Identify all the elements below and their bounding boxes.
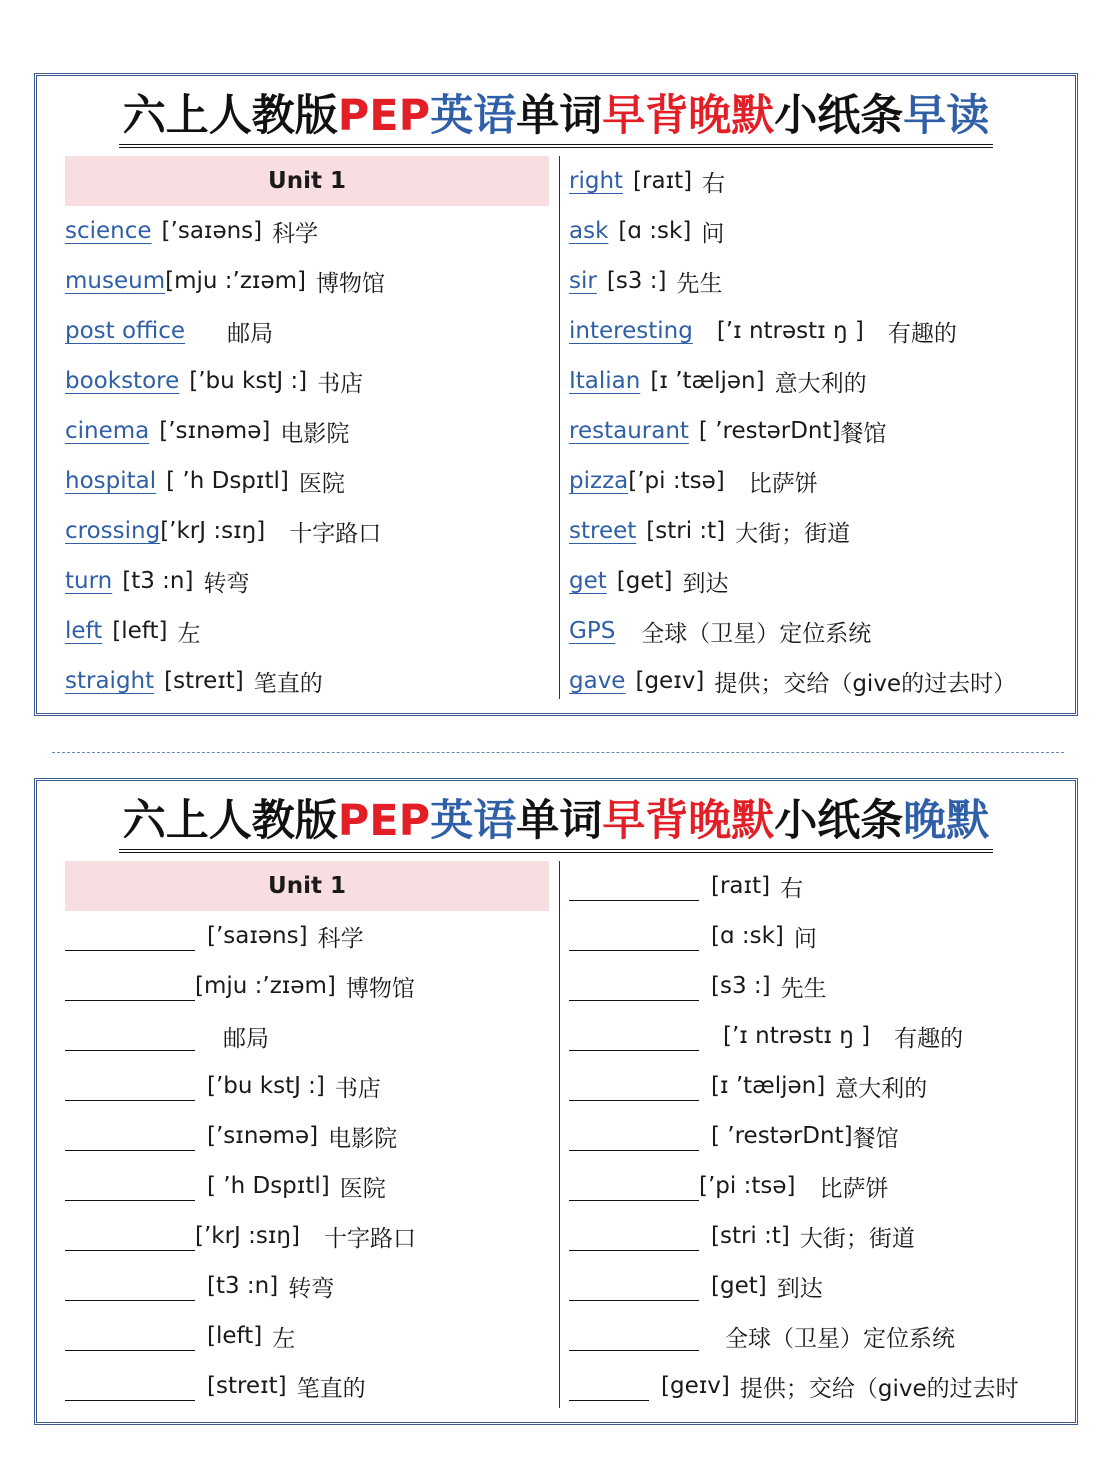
dictation-row bbox=[569, 1061, 1069, 1111]
vocab-row bbox=[65, 306, 549, 356]
answer-blank[interactable] bbox=[569, 1126, 699, 1151]
vocab-meaning: 转弯 bbox=[203, 570, 250, 597]
vocab-meaning: 十字路口 bbox=[323, 1225, 416, 1252]
vocab-word: get bbox=[569, 568, 607, 594]
vocab-phonetic: [ ’restərDnt] bbox=[698, 418, 841, 444]
vocab-row bbox=[65, 206, 549, 256]
vocab-phonetic: [left] bbox=[112, 618, 168, 644]
vocab-phonetic: [’pi :tsə] bbox=[699, 1173, 796, 1199]
vocab-word: right bbox=[569, 168, 624, 194]
vocab-phonetic: [mju :’zɪəm] bbox=[165, 268, 306, 294]
vocab-word: museum bbox=[65, 268, 166, 294]
vocab-row bbox=[65, 556, 549, 606]
vocab-phonetic: [s3 :] bbox=[711, 973, 771, 999]
vocab-phonetic: [ɪ ’tæljən] bbox=[650, 368, 765, 394]
vocab-row bbox=[65, 356, 549, 406]
vocab-phonetic: [streɪt] bbox=[207, 1373, 287, 1399]
dictation-row bbox=[569, 1111, 1069, 1161]
vocab-word: left bbox=[65, 618, 103, 644]
vocab-meaning: 提供；交给（give的过去时） bbox=[714, 670, 1017, 697]
vocab-word: ask bbox=[569, 218, 609, 244]
evening-title bbox=[37, 793, 1075, 853]
title-pep: PEP bbox=[337, 796, 431, 846]
vocab-word: interesting bbox=[569, 318, 693, 344]
vocab-word: GPS bbox=[569, 618, 616, 644]
vocab-meaning: 意大利的 bbox=[774, 370, 867, 397]
vocab-phonetic: [left] bbox=[207, 1323, 263, 1349]
dictation-row bbox=[569, 1011, 1069, 1061]
vocab-row bbox=[569, 506, 1069, 556]
vocab-phonetic: [s3 :] bbox=[606, 268, 667, 294]
vocab-phonetic: [get] bbox=[711, 1273, 767, 1299]
title-slip: 小纸条 bbox=[774, 796, 904, 846]
title-grade: 六上人教版 bbox=[122, 91, 338, 141]
vocab-meaning: 先生 bbox=[780, 975, 827, 1002]
vocab-word: Italian bbox=[569, 368, 641, 394]
vocab-phonetic: [ɑ :sk] bbox=[711, 923, 784, 949]
answer-blank[interactable] bbox=[65, 926, 195, 951]
title-morning-evening: 早背晚默 bbox=[602, 796, 775, 846]
vocab-meaning: 问 bbox=[793, 925, 817, 952]
morning-reading-card bbox=[34, 73, 1078, 716]
vocab-row bbox=[569, 406, 1069, 456]
vocab-meaning: 十字路口 bbox=[289, 520, 382, 547]
vocab-meaning: 右 bbox=[702, 170, 726, 197]
vocab-meaning: 有趣的 bbox=[894, 1025, 964, 1052]
unit-header: Unit 1 bbox=[65, 861, 549, 911]
vocab-phonetic: [’sɪnəmə] bbox=[207, 1123, 319, 1149]
answer-blank[interactable] bbox=[569, 1076, 699, 1101]
answer-blank[interactable] bbox=[65, 1326, 195, 1351]
dictation-row bbox=[569, 961, 1069, 1011]
vocab-word: turn bbox=[65, 568, 113, 594]
vocab-word: crossing bbox=[65, 518, 161, 544]
vocab-phonetic: [’krJ :sɪŋ] bbox=[195, 1223, 300, 1249]
vocab-meaning: 先生 bbox=[676, 270, 723, 297]
answer-blank[interactable] bbox=[65, 1276, 195, 1301]
vocab-phonetic: [’saɪəns] bbox=[207, 923, 308, 949]
vocab-phonetic: [stri :t] bbox=[711, 1223, 790, 1249]
vocab-meaning: 邮局 bbox=[227, 320, 274, 347]
answer-blank[interactable] bbox=[65, 1026, 195, 1051]
left-column bbox=[65, 156, 549, 706]
vocab-meaning: 书店 bbox=[334, 1075, 381, 1102]
vocab-phonetic: [t3 :n] bbox=[207, 1273, 279, 1299]
vocab-word: restaurant bbox=[569, 418, 689, 444]
vocab-word: cinema bbox=[65, 418, 150, 444]
vocab-meaning: 电影院 bbox=[328, 1125, 398, 1152]
vocab-meaning: 有趣的 bbox=[887, 320, 957, 347]
vocab-row bbox=[569, 256, 1069, 306]
answer-blank[interactable] bbox=[65, 1176, 195, 1201]
vocab-phonetic: [stri :t] bbox=[646, 518, 726, 544]
vocab-row bbox=[569, 356, 1069, 406]
vocab-phonetic: [ɪ ’tæljən] bbox=[711, 1073, 826, 1099]
dictation-row bbox=[65, 1311, 549, 1361]
vocab-meaning: 比萨饼 bbox=[819, 1175, 889, 1202]
vocab-word: hospital bbox=[65, 468, 157, 494]
dictation-row bbox=[569, 1311, 1069, 1361]
dictation-row bbox=[569, 911, 1069, 961]
title-grade: 六上人教版 bbox=[122, 796, 338, 846]
vocab-row bbox=[65, 256, 549, 306]
vocab-meaning: 到达 bbox=[776, 1275, 823, 1302]
vocab-phonetic: [geɪv] bbox=[661, 1373, 730, 1399]
answer-blank[interactable] bbox=[569, 1176, 699, 1201]
vocab-meaning: 左 bbox=[177, 620, 201, 647]
answer-blank[interactable] bbox=[569, 976, 699, 1001]
answer-blank[interactable] bbox=[65, 1076, 195, 1101]
unit-header: Unit 1 bbox=[65, 156, 549, 206]
dictation-row bbox=[65, 1061, 549, 1111]
vocab-meaning: 提供；交给（give的过去时 bbox=[739, 1375, 1019, 1402]
vocab-phonetic: [’bu kstJ :] bbox=[189, 368, 308, 394]
vocab-meaning: 笔直的 bbox=[253, 670, 323, 697]
cut-line bbox=[52, 752, 1064, 753]
dictation-row bbox=[569, 861, 1069, 911]
vocab-row bbox=[65, 406, 549, 456]
vocab-row bbox=[569, 556, 1069, 606]
vocab-phonetic: [’ɪ ntrəstɪ ŋ ] bbox=[723, 1023, 871, 1049]
answer-blank[interactable] bbox=[65, 1226, 195, 1251]
vocab-row bbox=[569, 206, 1069, 256]
answer-blank[interactable] bbox=[569, 1226, 699, 1251]
vocab-row bbox=[569, 306, 1069, 356]
vocab-phonetic: [ɑ :sk] bbox=[618, 218, 692, 244]
title-morning-tag: 早读 bbox=[903, 91, 990, 141]
vocab-meaning: 医院 bbox=[339, 1175, 386, 1202]
title-morning-evening: 早背晚默 bbox=[602, 91, 775, 141]
vocab-word: bookstore bbox=[65, 368, 180, 394]
vocab-word: science bbox=[65, 218, 152, 244]
vocab-phonetic: [ ’h Dspɪtl] bbox=[207, 1173, 330, 1199]
dictation-row bbox=[65, 961, 549, 1011]
vocab-phonetic: [ ’restərDnt] bbox=[711, 1123, 853, 1149]
vocab-phonetic: [’bu kstJ :] bbox=[207, 1073, 325, 1099]
vocab-meaning: 大街；街道 bbox=[735, 520, 851, 547]
vocab-meaning: 问 bbox=[701, 220, 725, 247]
vocab-row bbox=[65, 506, 549, 556]
vocab-meaning: 书店 bbox=[317, 370, 364, 397]
vocab-meaning: 医院 bbox=[298, 470, 345, 497]
vocab-meaning: 科学 bbox=[317, 925, 364, 952]
vocab-meaning: 餐馆 bbox=[840, 420, 887, 447]
vocab-word: gave bbox=[569, 668, 626, 694]
morning-title bbox=[37, 88, 1075, 148]
vocab-phonetic: [’ɪ ntrəstɪ ŋ ] bbox=[716, 318, 864, 344]
answer-blank[interactable] bbox=[569, 1326, 699, 1351]
answer-blank[interactable] bbox=[65, 1126, 195, 1151]
title-words: 单词 bbox=[516, 91, 603, 141]
vocab-meaning: 餐馆 bbox=[852, 1125, 899, 1152]
vocab-meaning: 邮局 bbox=[223, 1025, 269, 1052]
vocab-phonetic: [t3 :n] bbox=[122, 568, 194, 594]
answer-blank[interactable] bbox=[569, 876, 699, 901]
column-divider bbox=[559, 861, 560, 1408]
vocab-meaning: 到达 bbox=[682, 570, 729, 597]
title-slip: 小纸条 bbox=[774, 91, 904, 141]
vocab-meaning: 科学 bbox=[272, 220, 319, 247]
vocab-meaning: 笔直的 bbox=[296, 1375, 366, 1402]
vocab-meaning: 转弯 bbox=[288, 1275, 335, 1302]
vocab-row bbox=[65, 606, 549, 656]
vocab-meaning: 博物馆 bbox=[315, 270, 385, 297]
vocab-meaning: 电影院 bbox=[280, 420, 350, 447]
answer-blank[interactable] bbox=[569, 1026, 699, 1051]
vocab-phonetic: [’krJ :sɪŋ] bbox=[160, 518, 266, 544]
dictation-row bbox=[569, 1361, 1069, 1411]
dictation-row bbox=[569, 1211, 1069, 1261]
vocab-row bbox=[569, 156, 1069, 206]
answer-blank[interactable] bbox=[65, 976, 195, 1001]
vocab-word: post office bbox=[65, 318, 186, 344]
vocab-phonetic: [raɪt] bbox=[633, 168, 693, 194]
title-english: 英语 bbox=[430, 796, 517, 846]
title-evening-tag: 晚默 bbox=[903, 796, 990, 846]
vocab-row bbox=[569, 456, 1069, 506]
title-english: 英语 bbox=[430, 91, 517, 141]
dictation-row bbox=[65, 1361, 549, 1411]
column-divider bbox=[559, 156, 560, 699]
vocab-row bbox=[65, 656, 549, 706]
vocab-phonetic: [raɪt] bbox=[711, 873, 771, 899]
vocab-row bbox=[569, 656, 1069, 706]
vocab-word: pizza bbox=[569, 468, 629, 494]
vocab-phonetic: [get] bbox=[616, 568, 673, 594]
vocab-meaning: 意大利的 bbox=[835, 1075, 928, 1102]
right-column bbox=[569, 156, 1069, 706]
vocab-phonetic: [ ’h Dspɪtl] bbox=[166, 468, 289, 494]
vocab-meaning: 右 bbox=[780, 875, 804, 902]
vocab-phonetic: [mju :’zɪəm] bbox=[195, 973, 336, 999]
vocab-meaning: 博物馆 bbox=[345, 975, 415, 1002]
evening-dictation-card bbox=[34, 778, 1078, 1425]
vocab-phonetic: [streɪt] bbox=[164, 668, 244, 694]
answer-blank[interactable] bbox=[569, 1376, 649, 1401]
vocab-phonetic: [’pi :tsə] bbox=[628, 468, 725, 494]
vocab-row bbox=[65, 456, 549, 506]
answer-blank[interactable] bbox=[65, 1376, 195, 1401]
dictation-row bbox=[65, 1011, 549, 1061]
vocab-row bbox=[569, 606, 1069, 656]
dictation-row bbox=[569, 1161, 1069, 1211]
vocab-word: straight bbox=[65, 668, 155, 694]
vocab-meaning: 大街；街道 bbox=[799, 1225, 915, 1252]
dictation-row bbox=[65, 1111, 549, 1161]
left-column bbox=[65, 861, 549, 1411]
vocab-meaning: 全球（卫星）定位系统 bbox=[641, 620, 872, 647]
answer-blank[interactable] bbox=[569, 1276, 699, 1301]
vocab-word: sir bbox=[569, 268, 597, 294]
right-column bbox=[569, 861, 1069, 1411]
dictation-row bbox=[65, 1161, 549, 1211]
vocab-meaning: 比萨饼 bbox=[748, 470, 818, 497]
vocab-phonetic: [’saɪəns] bbox=[161, 218, 263, 244]
vocab-meaning: 左 bbox=[272, 1325, 296, 1352]
dictation-row bbox=[65, 1211, 549, 1261]
vocab-phonetic: [’sɪnəmə] bbox=[159, 418, 271, 444]
vocab-word: street bbox=[569, 518, 637, 544]
title-pep: PEP bbox=[337, 91, 431, 141]
dictation-row bbox=[65, 1261, 549, 1311]
title-words: 单词 bbox=[516, 796, 603, 846]
dictation-row bbox=[569, 1261, 1069, 1311]
answer-blank[interactable] bbox=[569, 926, 699, 951]
dictation-row bbox=[65, 911, 549, 961]
vocab-phonetic: [geɪv] bbox=[635, 668, 705, 694]
vocab-meaning: 全球（卫星）定位系统 bbox=[725, 1325, 955, 1352]
